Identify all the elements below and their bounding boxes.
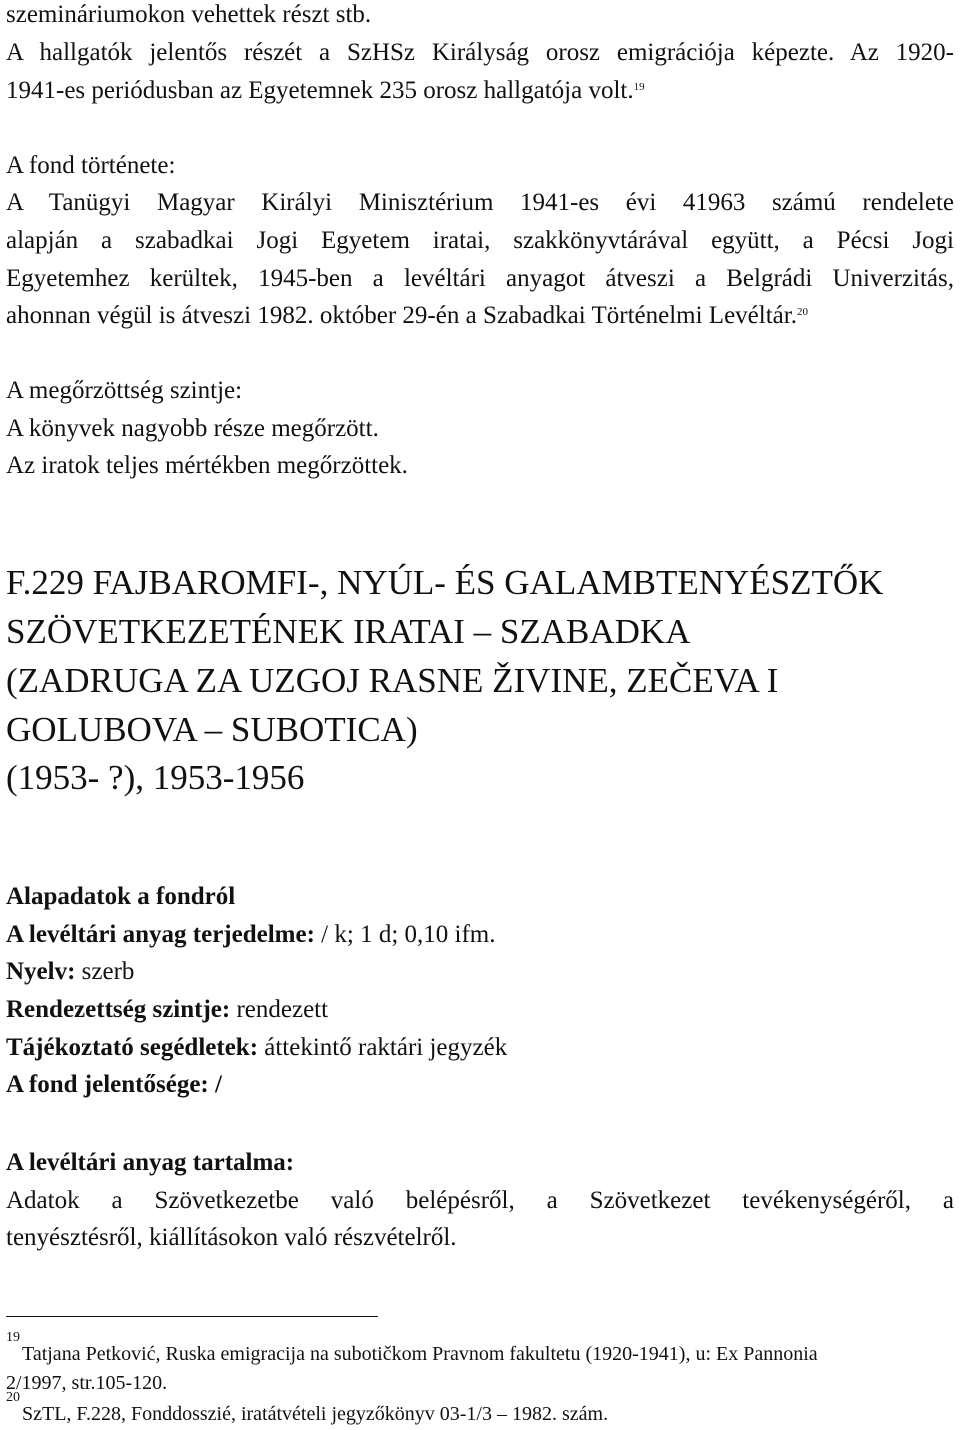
footnote-ref-20[interactable]: 20 — [796, 306, 808, 318]
preservation-line-2: Az iratok teljes mértékben megőrzöttek. — [6, 452, 408, 479]
fond-title-line-4: GOLUBOVA – SUBOTICA) — [6, 710, 418, 749]
fond-title-line-2: SZÖVETKEZETÉNEK IRATAI – SZABADKA — [6, 612, 691, 651]
footnote-19-number: 19 — [6, 1330, 20, 1345]
intro-line-3-text: 1941-es periódusban az Egyetemnek 235 orosz hallgatója volt. — [6, 77, 634, 104]
content-line-2: tenyésztésről, kiállításokon való részvételről. — [6, 1224, 457, 1251]
history-line-4-text: ahonnan végül is átveszi 1982. október 29-én a Szabadkai Történelmi Levéltár. — [6, 302, 797, 329]
history-line-1: A Tanügyi Magyar Királyi Minisztérium 1941-es évi 41963 számú rendelete — [6, 189, 954, 216]
fond-title-line-1: F.229 FAJBAROMFI-, NYÚL- ÉS GALAMBTENYÉSZTŐK — [6, 563, 884, 602]
footnote-19-line-2: 2/1997, str.105-120. — [6, 1372, 168, 1394]
intro-line-2: A hallgatók jelentős részét a SzHSz Királyság orosz emigrációja képezte. Az 1920- — [6, 39, 954, 66]
history-line-2: alapján a szabadkai Jogi Egyetem iratai, szakkönyvtárával együtt, a Pécsi Jogi — [6, 227, 954, 254]
language-value: szerb — [75, 958, 135, 985]
order-value: rendezett — [230, 996, 329, 1023]
aids-value: áttekintő raktári jegyzék — [258, 1034, 508, 1061]
extent-row — [6, 920, 495, 950]
history-line-3: Egyetemhez kerültek, 1945-ben a levéltári anyagot átveszi a Belgrádi Univerzitás, — [6, 265, 954, 292]
content-heading: A levéltári anyag tartalma: — [6, 1149, 295, 1176]
language-row — [6, 957, 134, 987]
order-label: Rendezettség szintje: — [6, 996, 231, 1023]
extent-label: A levéltári anyag terjedelme: — [6, 921, 315, 948]
footnote-ref-19[interactable]: 19 — [633, 81, 645, 93]
intro-line-3 — [6, 76, 645, 106]
preservation-heading: A megőrzöttség szintje: — [6, 377, 243, 404]
intro-line-1: szemináriumokon vehettek részt stb. — [6, 1, 372, 28]
footnote-20-number: 20 — [6, 1390, 20, 1405]
history-heading: A fond története: — [6, 152, 176, 179]
fond-title-line-5: (1953- ?), 1953-1956 — [6, 758, 305, 797]
language-label: Nyelv: — [6, 958, 76, 985]
footnote-divider — [6, 1316, 378, 1317]
order-row — [6, 995, 328, 1025]
significance-row: A fond jelentősége: / — [6, 1071, 222, 1098]
basic-data-heading: Alapadatok a fondról — [6, 883, 236, 910]
content-line-1: Adatok a Szövetkezetbe való belépésről, a Szövetkezet tevékenységéről, a — [6, 1187, 954, 1214]
footnote-20-line-1: SzTL, F.228, Fonddosszié, iratátvételi jegyzőkönyv 03-1/3 – 1982. szám. — [22, 1403, 609, 1425]
aids-label: Tájékoztató segédletek: — [6, 1034, 259, 1061]
footnote-19-line-1: Tatjana Petković, Ruska emigracija na subotičkom Pravnom fakultetu (1920-1941), u: Ex Pannonia — [22, 1343, 818, 1365]
aids-row — [6, 1033, 507, 1063]
preservation-line-1: A könyvek nagyobb része megőrzött. — [6, 415, 379, 442]
fond-title-line-3: (ZADRUGA ZA UZGOJ RASNE ŽIVINE, ZEČEVA I — [6, 661, 779, 700]
history-line-4 — [6, 301, 808, 331]
extent-value: / k; 1 d; 0,10 ifm. — [314, 921, 496, 948]
